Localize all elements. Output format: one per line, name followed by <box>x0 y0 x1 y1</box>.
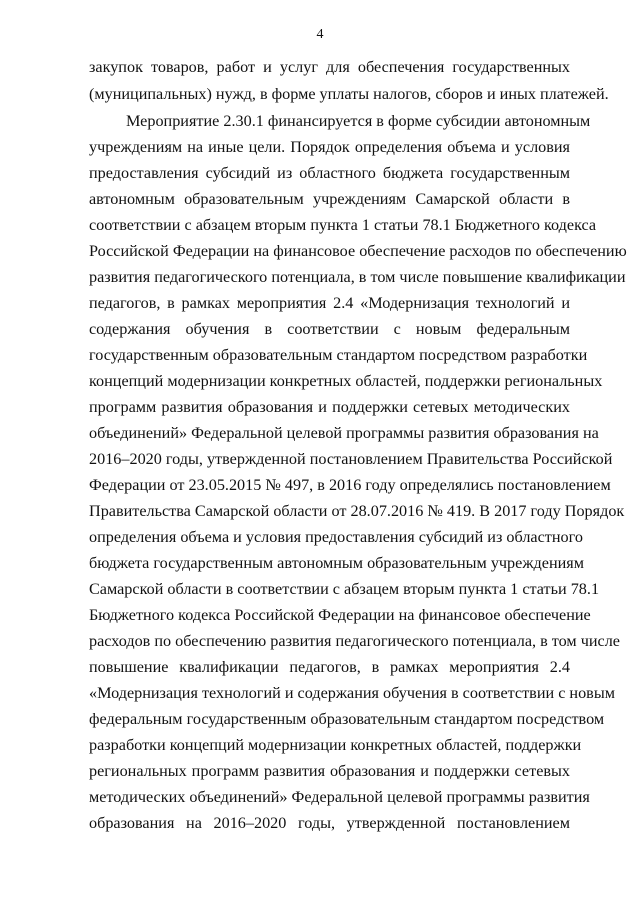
text-line: программ развития образования и поддержки сетевых методических <box>89 398 570 416</box>
text-line: педагогов, в рамках мероприятия 2.4 «Модернизация технологий и <box>89 294 570 312</box>
paragraph-first-line: Мероприятие 2.30.1 финансируется в форме субсидии автономным <box>126 112 591 130</box>
text-line: региональных программ развития образования и поддержки сетевых <box>89 762 570 780</box>
text-line: Правительства Самарской области от 28.07.2016 № 419. В 2017 году Порядок <box>89 502 625 520</box>
text-line: объединений» Федеральной целевой программы развития образования на <box>89 424 599 442</box>
text-line: определения объема и условия предоставления субсидий из областного <box>89 528 583 546</box>
text-line: Бюджетного кодекса Российской Федерации на финансовое обеспечение <box>89 606 591 624</box>
text-line: Российской Федерации на финансовое обеспечение расходов по обеспечению <box>89 242 627 260</box>
text-line: методических объединений» Федеральной целевой программы развития <box>89 788 590 806</box>
text-line: закупок товаров, работ и услуг для обеспечения государственных <box>89 58 570 76</box>
text-line: расходов по обеспечению развития педагогического потенциала, в том числе <box>89 632 620 650</box>
text-line: бюджета государственным автономным образовательным учреждениям <box>89 554 584 572</box>
text-line: федеральным государственным образовательным стандартом посредством <box>89 710 605 728</box>
text-line: содержания обучения в соответствии с новым федеральным <box>89 320 570 338</box>
text-line: учреждениям на иные цели. Порядок определения объема и условия <box>89 138 570 156</box>
text-line: развития педагогического потенциала, в том числе повышение квалификации <box>89 268 626 286</box>
text-line: «Модернизация технологий и содержания обучения в соответствии с новым <box>89 684 615 702</box>
text-line: Федерации от 23.05.2015 № 497, в 2016 году определялись постановлением <box>89 476 611 494</box>
text-line: образования на 2016–2020 годы, утвержденной постановлением <box>89 814 570 832</box>
text-line: государственным образовательным стандартом посредством разработки <box>89 346 588 364</box>
text-line: концепций модернизации конкретных областей, поддержки региональных <box>89 372 603 390</box>
text-line: Самарской области в соответствии с абзацем вторым пункта 1 статьи 78.1 <box>89 580 600 598</box>
text-line: повышение квалификации педагогов, в рамках мероприятия 2.4 <box>89 658 570 676</box>
text-line: соответствии с абзацем вторым пункта 1 статьи 78.1 Бюджетного кодекса <box>89 216 597 234</box>
text-line: (муниципальных) нужд, в форме уплаты налогов, сборов и иных платежей. <box>89 85 609 103</box>
text-line: 2016–2020 годы, утвержденной постановлением Правительства Российской <box>89 450 613 468</box>
page-number: 4 <box>316 27 324 42</box>
text-line: разработки концепций модернизации конкретных областей, поддержки <box>89 736 582 754</box>
text-line: автономным образовательным учреждениям Самарской области в <box>89 190 570 208</box>
text-line: предоставления субсидий из областного бюджета государственным <box>89 164 570 182</box>
